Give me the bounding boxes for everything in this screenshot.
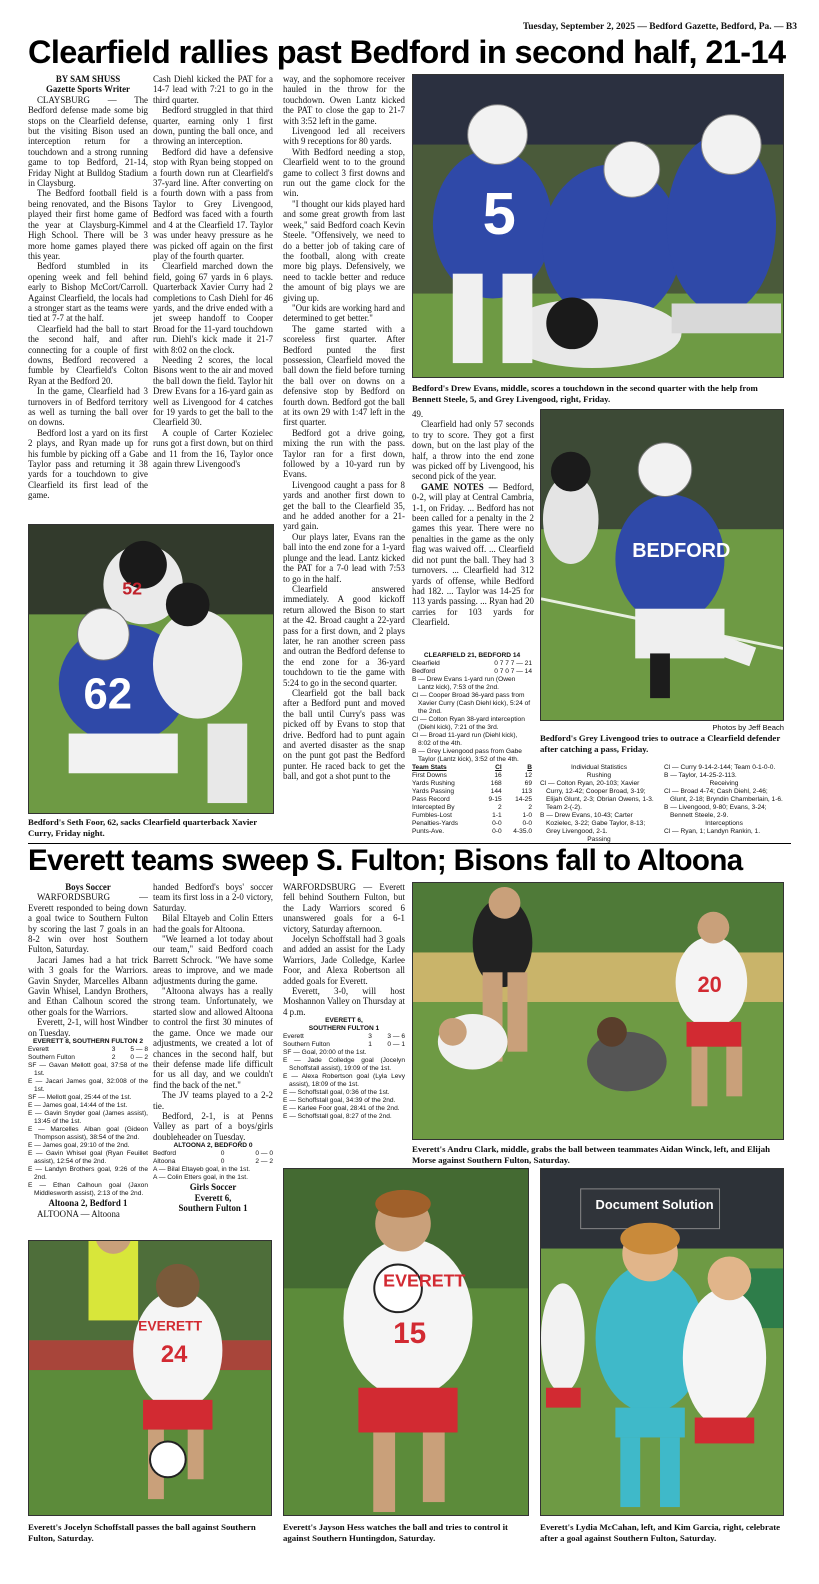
stat-value: 144 [490,788,502,795]
stat-value: 16 [494,772,502,779]
story2-para: "We learned a lot today about our team," said Bedford coach Barrett Schrock. "We have some areas to improve, and we made adjustments during the game. [153,934,273,986]
indiv-stats-title: Individual Statistics [570,764,628,771]
boxscore-title: SOUTHERN FULTON 1 [308,1025,380,1033]
linescore-team: Bedford [153,1150,177,1158]
jersey-team-text: EVERETT [138,1317,203,1334]
individual-stats-left [540,764,658,846]
story2-column-2 [153,882,273,1236]
linescore-quarters: 0 7 7 7 — 21 [494,660,532,667]
game-notes-label: GAME NOTES — [421,481,498,492]
story1-para: Bedford lost a yard on its first 2 plays, and Ryan made up for his fumble by picking off a Gabe Taylor pass and returning it 38 yards for a touchdown to give Clearfield its first lead of the game. [28,427,148,501]
interceptions-label: Interceptions [705,820,743,827]
byline-title: Gazette Sports Writer [46,84,130,95]
jersey-number: 24 [160,1341,188,1369]
photo-livengood [540,409,784,721]
boxscore-title: ALTOONA 2, BEDFORD 0 [173,1142,253,1150]
receiving-label: Receiving [709,780,739,787]
linescore-half: 3 [111,1046,116,1054]
stats-row [412,804,532,812]
story1-para: The Bedford football field is being renovated, and the Bisons played their first home game of the year at Claysburg-Kimmel High School. There will be 3 more home games played there this year. [28,188,148,261]
soccer-boxscore-3 [283,1017,405,1121]
story2-para: handed Bedford's boys' soccer team its first loss in a 2-0 victory, Saturday. [153,882,273,913]
photo-celebration [540,1168,784,1516]
photo-clark [412,882,784,1140]
story1-para: way, and the sophomore receiver hauled in the throw for the touchdown. Owen Lantz kicked the PAT to close the gap to 21-7 with 3:52 left in the game. [283,74,405,126]
photo-celebration-caption: Everett's Lydia McCahan, left, and Kim Garcia, right, celebrate after a goal against Southern Fulton, Saturday. [540,1522,781,1543]
linescore-row [283,1041,405,1049]
story2-para: "Altoona always has a really strong team. Unfortunately, we started slow and allowed Altoona to control the first 30 minutes of the game. Once we made our adjustments, we created a lot of chances in the second half, but their defense made life difficult for us all day, and we couldn't find the back of the net." [153,986,273,1090]
photo-clark-image [413,883,783,1139]
scoring-play: Cl — Colton Ryan 38-yard interception (Diehl kick), 7:21 of the 3rd. [412,716,525,731]
story1-para: Clearfield got the ball back after a Bedford punt and moved the ball until Curry's pass was picked off by Evans to stop that drive. Bedford had to punt again and averted disaster as the snap on the punt got past the Bedford punter. He raced back to get the ball, and got a shot punt to the [283,687,405,782]
stat-label: Penalties-Yards [412,820,459,827]
linescore-half: 0 [220,1150,225,1158]
story1-para: A couple of Carter Kozieleс runs got a first down, but on third and 11 from the 16, Taylor once again threw Livengood's [153,427,273,470]
section-kicker: Altoona 2, Bedford 1 [48,1198,128,1209]
jersey-number: 15 [393,1316,427,1351]
linescore-half: 0 — 2 [130,1054,148,1062]
scoring-play: E — Gavin Whisel goal (Ryan Feuillet assist), 12:54 of the 2nd. [28,1150,148,1166]
scoring-play: A — Colin Etters goal, in the 1st. [153,1174,248,1182]
stats-row [412,820,532,828]
linescore-row [412,660,532,668]
game-notes-text: Bedford, 0-2, will play at Central Cambria, 1-1, on Friday. ... Bedford has not been called for a penalty in the 2 games this year. There were no penalties in the game as the only flag was waived off. ... Clearfield did not punt the ball. They had 3 turnovers. ... Clearfield had 312 yards of offense, while Bedford had 182. ... Taylor was 14-25 for 113 yards passing. ... Ryan had 20 carries for 103 yards for Clearfield. [412,481,534,628]
story1-para: The game started with a scoreless first quarter. After Bedford punted the first possession, Clearfield moved the ball down the field before turning the ball over on downs on a defensive stop by Bedford on fourth down. Bedford got the ball at its own 29 with 1:47 left in the first quarter. [283,323,405,428]
jersey-team-text: EVERETT [383,1270,466,1291]
scoring-play: Cl — Broad 11-yard run (Diehl kick), 8:02 of the 4th. [412,732,518,747]
photo-sack-image [29,525,273,813]
rushing-label: Rushing [586,772,612,779]
boxscore-title: EVERETT 8, SOUTHERN FULTON 2 [32,1038,144,1046]
section-kicker: Everett 6, [194,1192,232,1203]
stat-label: First Downs [412,772,447,779]
passing-stats: B — Taylor, 14-25-2-113. [664,772,737,779]
story1-column-2 [153,74,273,522]
linescore-half: 3 — 6 [387,1033,405,1041]
linescore-half: 0 — 0 [255,1150,273,1158]
scoring-play: E — Jade Colledge goal (Jocelyn Schoffstall assist), 19:09 of the 1st. [283,1057,405,1073]
jersey-number: 5 [482,179,516,247]
scoring-play: A — Bilal Eltayeb goal, in the 1st. [153,1166,251,1174]
section-kicker: Southern Fulton 1 [178,1202,248,1213]
page-folio: Tuesday, September 2, 2025 — Bedford Gazette, Bedford, Pa. — B3 [522,22,797,32]
stat-value: 1-1 [492,812,502,819]
stat-value: 2 [528,804,532,811]
linescore-team: Clearfield [412,660,440,667]
jersey-number: 52 [122,578,143,599]
photo-touchdown [412,74,784,378]
story1-para: Our plays later, Evans ran the ball into the end zone for a 1-yard plunge and the lead. Lantz kicked the PAT for a 7-0 lead with 7:53 to go in the half. [283,531,405,584]
story1-para: Livengood led all receivers with 9 receptions for 80 yards. [283,126,405,147]
photo-clark-caption: Everett's Andru Clark, middle, grabs the ball between teammates Aidan Winck, left, and Elijah Morse against Southern Fulton, Saturday. [412,1144,771,1165]
jersey-team-text: BEDFORD [632,540,731,563]
story1-para: Clearfield answered immediately. A good kickoff return allowed the Bison to start at the 42. Broad caught a 22-yard pass for a first down, and 2 plays later, he ran another screen pass and outran the Bedford defense to the end zone for a 36-yard touchdown to tie the game with 5:24 to go in the second quarter. [283,583,405,688]
linescore-table [28,1046,148,1062]
story2-headline: Everett teams sweep S. Fulton; Bisons fall to Altoona [28,844,743,877]
story1-para: Livengood caught a pass for 8 yards and another first down to get the ball to the Clearfield 35, and he added another for a 21-yard gain. [283,479,405,532]
stats-row [412,780,532,788]
receiving-stats: B — Livengood, 9-80; Evans, 3-24; Bennett Steele, 2-9. [664,804,767,819]
jersey-number: 62 [83,669,133,719]
linescore-half: 2 — 2 [255,1158,273,1166]
scoring-play: E — Marcelles Alban goal (Gideon Thompson assist), 38:54 of the 2nd. [28,1126,148,1142]
scoring-play: SF — Goal, 20:00 of the 1st. [283,1049,367,1057]
photo-livengood-image [541,410,783,720]
interceptions-stats: Cl — Ryan, 1; Landyn Rankin, 1. [664,828,761,835]
stat-value: 2 [498,804,502,811]
linescore-team: Altoona [153,1158,176,1166]
story2-para: WARFORDSBURG — Everett responded to being down a goal twice to Southern Fulton by scoring the last 7 goals in an 8-2 win over host Southern Fulton, Saturday. [28,892,148,955]
story2-para: Everett, 3-0, will host Moshannon Valley on Thursday at 4 p.m. [283,986,405,1017]
photo-sack-caption: Bedford's Seth Foor, 62, sacks Clearfield quarterback Xavier Curry, Friday night. [28,817,257,838]
photo-livengood-caption: Bedford's Grey Livengood tries to outrace a Clearfield defender after catching a pass, Friday. [540,733,781,754]
story1-para: Clearfield had the ball to start the second half, and after connecting for a couple of first downs, Bedford recovered a fumble by Clearfield's Colton Ryan at the Bedford 20. [28,323,148,386]
soccer-boxscore-1 [28,1038,148,1198]
sign-text: Document Solution [595,1196,714,1212]
story2-para: Bedford, 2-1, is at Penns Valley as part of a boys/girls doubleheader on Tuesday. [153,1110,273,1142]
story2-column-1 [28,882,148,1236]
stats-row [412,828,532,836]
photo-hess-image [284,1169,528,1515]
scoring-play: E — Schoffstall goal, 0:36 of the 1st. [283,1089,390,1097]
linescore-team: Southern Fulton [283,1041,330,1049]
stat-label: Yards Passing [412,788,455,795]
soccer-boxscore-2 [153,1142,273,1182]
linescore-row [412,668,532,676]
story1-para: With Bedford needing a stop, Clearfield went to to the ground game to collect 3 first downs and run out the game clock for the win. [283,146,405,199]
photo-celebration-image [541,1169,783,1515]
photo-schoffstall [28,1240,272,1516]
story1-para: Bedford did have a defensive stop with Ryan being stopped on a fourth down run at Clearfield's 37-yard line. After converting on a fourth down with a pass from Taylor to Grey Livengood, Bedford was faced with a fourth and 4 at the Clearfield 17. Taylor was under heavy pressure as he was picked off again on the first play of the fourth quarter. [153,146,273,261]
story1-para: Clearfield marched down the field, going 67 yards in 6 plays. Quarterback Xavier Curry had 2 completions to Cash Diehl for 46 yards, and the drive ended with a jet sweep handoff to Cooper Broad for the 11-yard touchdown run. Diehl's kick made it 21-7 with 8:02 on the clock. [153,261,273,355]
linescore-team: Southern Fulton [28,1054,75,1062]
scoring-play: E — Landyn Brothers goal, 9:26 of the 2nd. [28,1166,148,1182]
photo-touchdown-caption: Bedford's Drew Evans, middle, scores a touchdown in the second quarter with the help from Bennett Steele, 5, and Grey Livengood, right, Friday. [412,383,758,404]
linescore-team: Everett [283,1033,304,1041]
linescore-table [153,1150,273,1166]
linescore-row [153,1150,273,1158]
stat-value: 4-35.0 [513,828,532,835]
linescore-quarters: 0 7 0 7 — 14 [494,668,532,675]
story2-para: Everett, 2-1, will host Windber on Tuesday. [28,1017,148,1038]
linescore-row [283,1033,405,1041]
story2-para: The JV teams played to a 2-2 tie. [153,1090,273,1111]
scoring-play: E — Jacari James goal, 32:008 of the 1st. [28,1078,148,1094]
linescore-half: 0 [220,1158,225,1166]
photo-schoffstall-caption: Everett's Jocelyn Schoffstall passes the ball against Southern Fulton, Saturday. [28,1522,256,1543]
scoring-play: B — Drew Evans 1-yard run (Owen Lantz kick), 7:53 of the 2nd. [412,676,516,691]
stats-header: Cl [495,764,502,771]
passing-label: Passing [587,836,611,843]
scoring-play: SF — Mellott goal, 25:44 of the 1st. [28,1094,132,1102]
stat-value: 1-0 [522,812,532,819]
stat-value: 113 [521,788,532,795]
linescore-half: 5 — 8 [130,1046,148,1054]
jersey-number: 20 [697,972,722,998]
photo-credit: Photos by Jeff Beach [712,723,784,732]
scoring-play: E — Alexa Robertson goal (Lyla Levy assist), 18:09 of the 1st. [283,1073,405,1089]
rushing-stats: Cl — Colton Ryan, 20-103; Xavier Curry, 12-42; Cooper Broad, 3-19; Elijah Glunt, 2-3; Obrian Owens, 1-3. Team 2-(-2). [540,780,654,811]
team-stats-table [412,764,532,836]
linescore-half: 3 [368,1033,372,1041]
stat-value: 12 [524,772,532,779]
stat-label: Punts-Ave. [412,828,445,835]
scoring-play: B — Grey Livengood pass from Gabe Taylor (Lantz kick), 3:52 of the 4th. [412,748,522,763]
scoring-play: E — Karlee Foor goal, 28:41 of the 2nd. [283,1105,400,1113]
linescore-row [28,1046,148,1054]
individual-stats-right [664,764,784,846]
scoring-play: Cl — Cooper Broad 36-yard pass from Xavier Curry (Cash Diehl kick), 5:24 of the 2nd. [412,692,531,715]
story2-para: ALTOONA — Altoona [37,1208,120,1219]
section-kicker: Boys Soccer [65,882,111,892]
story1-para: In the game, Clearfield had 3 turnovers in of Bedford territory as well as turning the ball over on downs. [28,386,148,428]
stats-header: Team Stats [412,764,447,771]
story1-headline: Clearfield rallies past Bedford in second half, 21-14 [28,34,786,70]
stat-value: 69 [524,780,532,787]
story1-para: CLAYSBURG — The Bedford defense made some big stops on the Clearfield defense, but the visiting Bison used an interception return for a touchdown and a strong running game to top Bedford, 21-14, Friday Night at Bulldog Stadium in Claysburg. [28,94,148,189]
scoring-play: E — Gavin Snyder goal (James assist), 13:45 of the 1st. [28,1110,148,1126]
photo-touchdown-image [413,75,783,377]
photo-sack [28,524,274,814]
photo-schoffstall-image [29,1241,271,1515]
photo-hess [283,1168,529,1516]
stats-row [412,788,532,796]
story2-para: WARFORDSBURG — Everett fell behind Southern Fulton, but the Lady Warriors scored 6 unanswered goals for a 6-1 victory, Saturday afternoon. [283,882,405,934]
story1-para: "I thought our kids played hard and some great growth from last week," said Bedford coach Kevin Steele. "Offensively, we need to do a better job of taking care of the football, along with create more big plays. Defensively, we need to tackle better and reduce the amount of big plays we are giving up. [283,198,405,303]
scoring-play: E — James goal, 29:10 of the 2nd. [28,1142,130,1150]
linescore-team: Everett [28,1046,49,1054]
story1-para: Clearfield had only 57 seconds to try to score. They got a first down, but on the last play of the half, a throw into the end zone was picked off by Livengood, his second pick of the year. [412,419,534,482]
scoring-play: E — Schoffstall goal, 34:39 of the 2nd. [283,1097,396,1105]
stats-row [412,796,532,804]
linescore-row [28,1054,148,1062]
linescore-half: 1 [368,1041,372,1049]
story2-para: Bilal Eltayeb and Colin Etters had the goals for Altoona. [153,913,273,934]
story1-para: Needing 2 scores, the local Bisons went to the air and moved the ball down the field. Taylor hit Drew Evans for a 16-yard gain as well as Livengood for 4 catches for 19 yards to get the ball to the Clearfield 30. [153,354,273,428]
boxscore-title: CLEARFIELD 21, BEDFORD 14 [423,652,521,659]
linescore-table [283,1033,405,1049]
receiving-stats: Cl — Broad 4-74; Cash Diehl, 2-46; Glunt, 2-18; Bryndin Chamberlain, 1-6. [664,788,783,803]
story2-para: Jacari James had a hat trick with 3 goals for the Warriors. Gavin Snyder, Marcelles Albann Gavin Whisel, Landyn Brothers, and Ethan Calhoun scored the other goals for the Warriors. [28,954,148,1017]
stat-value: 168 [490,780,502,787]
linescore-half: 2 [111,1054,116,1062]
story1-column-4 [412,409,534,649]
linescore-team: Bedford [412,668,436,675]
stat-label: Yards Rushing [412,780,455,787]
story1-column-3 [283,74,405,844]
scoring-play: E — Ethan Calhoun goal (Jaxon Middlesworth assist), 2:13 of the 2nd. [28,1182,148,1198]
story1-para: Bedford struggled in that third quarter, earning only 1 first down, punting the ball once, and throwing an interception. [153,105,273,147]
stat-value: 0-0 [492,820,502,827]
story1-para: Cash Diehl kicked the PAT for a 14-7 lead with 7:21 to go in the third quarter. [153,74,273,105]
story1-column-1 [28,74,148,522]
story1-para: "Our kids are working hard and determined to get better." [283,302,405,324]
scoring-play: E — James goal, 14:44 of the 1st. [28,1102,128,1110]
passing-stats: Cl — Curry 9-14-2-144; Team 0-1-0-0. [664,764,776,771]
scoring-play: SF — Gavan Mellott goal, 37:58 of the 1st. [28,1062,148,1078]
stat-value: 9-15 [488,796,502,803]
scoring-play: E — Schoffstall goal, 8:27 of the 2nd. [283,1113,392,1121]
stat-value: 14-25 [515,796,532,803]
story2-para: Jocelyn Schoffstall had 3 goals and added an assist for the Lady Warriors, Jade Colledge, Karlee Foor, and Alexa Robertson all added goals for Everett. [283,934,405,986]
story1-para: Bedford got a drive going, mixing the run with the pass. Taylor ran for a first down, followed by a 10-yard run by Evans. [283,427,405,480]
stat-value: 0-0 [492,828,502,835]
stats-header: B [527,764,532,771]
story2-column-3 [283,882,405,1162]
stats-row [412,772,532,780]
stat-label: Fumbles-Lost [412,812,452,819]
stat-value: 0-0 [522,820,532,827]
linescore-table [412,660,532,676]
linescore-half: 0 — 1 [387,1041,405,1049]
stat-label: Intercepted By [412,804,455,811]
football-boxscore [412,652,532,844]
story1-para: 49. [412,409,424,419]
story1-para: Bedford stumbled in its opening week and fell behind early to Bishop McCort/Carroll. Against Clearfield, the locals had a stronger start as the teams were tied at 7-7 at the half. [28,261,148,324]
stats-row [412,812,532,820]
section-kicker: Girls Soccer [189,1182,237,1193]
byline: BY SAM SHUSS [55,74,121,84]
stat-label: Pass Record [412,796,450,803]
rushing-stats: B — Drew Evans, 10-43; Carter Kozielec, 3-22; Gabe Taylor, 8-13; Grey Livengood, 2-1. [540,812,646,835]
photo-hess-caption: Everett's Jayson Hess watches the ball and tries to control it against Southern Huntingdon, Saturday. [283,1522,508,1543]
boxscore-title: EVERETT 6, [325,1017,363,1025]
linescore-row [153,1158,273,1166]
